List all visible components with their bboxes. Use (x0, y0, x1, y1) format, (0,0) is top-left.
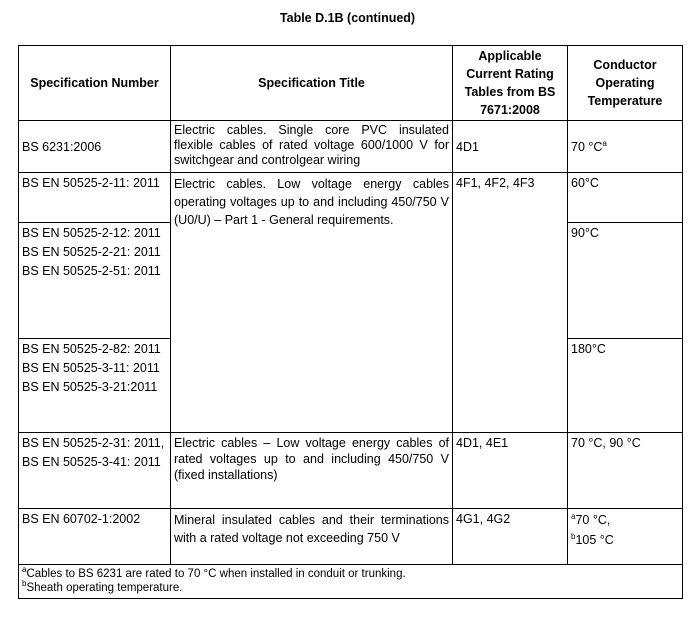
spec-number-cell: BS EN 50525-2-12: 2011 BS EN 50525-2-21: 2011 BS EN 50525-2-51: 2011 (19, 223, 171, 339)
footnote-ref-a: a (602, 138, 607, 148)
temperature-line-a (571, 510, 679, 530)
rating-tables-cell: 4G1, 4G2 (453, 509, 568, 565)
table-row (19, 509, 683, 565)
temperature-value: 105 °C (575, 533, 614, 547)
spec-title-cell: Electric cables. Single core PVC insulated flexible cables of rated voltage 600/1000 V for switchgear and controlgear wiring (171, 121, 453, 173)
spec-number-cell: BS EN 50525-2-11: 2011 (19, 173, 171, 223)
temperature-value: 70 °C, (575, 513, 611, 527)
specification-table (18, 45, 683, 599)
spec-number-cell: BS EN 50525-2-31: 2011, BS EN 50525-3-41: 2011 (19, 433, 171, 509)
temperature-cell (568, 121, 683, 173)
table-caption: Table D.1B (continued) (279, 11, 416, 25)
spec-number-cell: BS EN 50525-2-82: 2011 BS EN 50525-3-11: 2011 BS EN 50525-3-21:2011 (19, 339, 171, 433)
table-row (19, 121, 683, 173)
footnote-b-text: Sheath operating temperature. (26, 582, 183, 594)
footnote-marker-b: b (22, 579, 27, 589)
temperature-cell: 70 °C, 90 °C (568, 433, 683, 509)
spec-title-cell: Electric cables. Low voltage energy cables operating voltages up to and including 450/750 V (U0/U) – Part 1 - General requirements. (171, 173, 453, 433)
rating-tables-cell: 4D1 (453, 121, 568, 173)
table-row (19, 433, 683, 509)
footnotes-cell (19, 565, 683, 599)
temperature-cell (568, 509, 683, 565)
footnote-ref-b: b (571, 531, 576, 541)
spec-number-cell: BS 6231:2006 (19, 121, 171, 173)
spec-title-cell: Mineral insulated cables and their terminations with a rated voltage not exceeding 750 V (171, 509, 453, 565)
rating-tables-cell: 4F1, 4F2, 4F3 (453, 173, 568, 433)
temperature-cell: 90°C (568, 223, 683, 339)
header-spec-number: Specification Number (19, 46, 171, 121)
spec-number-cell: BS EN 60702-1:2002 (19, 509, 171, 565)
footnote-marker-a: a (22, 565, 27, 575)
table-row (19, 173, 683, 223)
spec-title-cell: Electric cables – Low voltage energy cables of rated voltages up to and including 450/750 V (fixed installations) (171, 433, 453, 509)
header-spec-title: Specification Title (171, 46, 453, 121)
footnote-ref-a: a (571, 511, 576, 521)
temperature-line-b (571, 530, 679, 550)
temperature-cell: 60°C (568, 173, 683, 223)
footnote-row (19, 565, 683, 599)
header-row (19, 46, 683, 121)
header-rating-tables: Applicable Current Rating Tables from BS 7671:2008 (453, 46, 568, 121)
header-operating-temperature: Conductor Operating Temperature (568, 46, 683, 121)
footnote-b (22, 581, 679, 595)
temperature-value: 70 °C (571, 139, 603, 154)
footnote-a (22, 567, 679, 581)
rating-tables-cell: 4D1, 4E1 (453, 433, 568, 509)
temperature-cell: 180°C (568, 339, 683, 433)
footnote-a-text: Cables to BS 6231 are rated to 70 °C when installed in conduit or trunking. (26, 568, 406, 580)
